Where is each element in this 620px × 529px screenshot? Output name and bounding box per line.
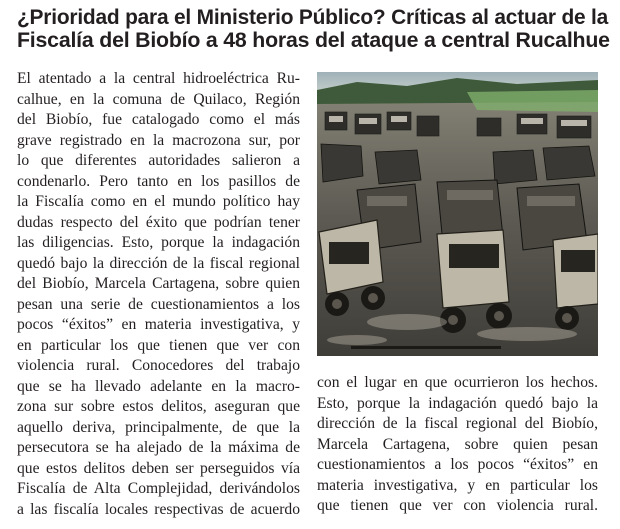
body-line: lo que diferentes autoridades salieron a xyxy=(17,152,300,169)
body-line: dudas respecto del éxito que podrían tener xyxy=(17,213,300,231)
body-line: que tienen que ver con violencia rural. xyxy=(317,497,598,514)
body-line: aquello deriva, principalmente, de que la xyxy=(17,418,300,436)
headline-line-1: ¿Prioridad para el Ministerio Público? Críticas al actuar de la xyxy=(17,6,609,29)
body-line: materia investigativa, y en particular los xyxy=(317,476,598,494)
body-line: dirección de la fiscal regional del Biobío, xyxy=(317,415,598,432)
body-line: quedó bajo la dirección de la fiscal regional xyxy=(17,254,300,272)
body-line: con el lugar en que ocurrieron los hechos. xyxy=(317,374,598,391)
body-line: en particular los que tienen que ver con xyxy=(17,336,300,354)
body-line: calhue, en la comuna de Quilaco, Región xyxy=(17,90,300,108)
headline-line-2: Fiscalía del Biobío a 48 horas del ataque a central Rucalhue xyxy=(17,28,610,52)
body-line: condenarlo. Pero tanto en los pasillos de xyxy=(17,172,300,190)
body-line: del Biobío, Marcela Cartagena, sobre quien xyxy=(17,275,300,292)
body-line: Esto, porque la indagación quedó bajo la xyxy=(317,394,598,412)
body-line: Marcela Cartagena, sobre quien pesan xyxy=(317,435,598,453)
body-line: a las fiscalía locales respectivas de acuerdo xyxy=(17,500,300,518)
body-line: que estos delitos deben ser perseguidos vía xyxy=(17,459,300,477)
body-line: que se ha llevado adelante en la macro- xyxy=(17,377,300,395)
body-line: las diligencias. Esto, porque la indagación xyxy=(17,234,300,251)
body-line: Fiscalía de Alta Complejidad, derivándolos xyxy=(17,480,300,497)
burned-trucks-photo xyxy=(317,72,598,356)
body-line: persecutora se ha alejado de la máxima de xyxy=(17,439,300,456)
body-line: grave registrado en la macrozona sur, por xyxy=(17,131,300,149)
article-headline xyxy=(17,6,613,52)
body-line: zona sur sobre estos delitos, aseguran que xyxy=(17,398,300,415)
body-line: pocos “éxitos” en materia investigativa, y xyxy=(17,316,300,333)
body-line: pesan una serie de cuestionamientos a los xyxy=(17,295,300,313)
right-column-text xyxy=(317,373,598,517)
body-line: del Biobío, fue catalogado como el más xyxy=(17,111,300,128)
body-line: cuestionamientos a los pocos “éxitos” en xyxy=(317,456,598,473)
body-line: la Fiscalía como en el mundo político hay xyxy=(17,193,300,210)
left-column-text xyxy=(17,69,300,520)
body-line: violencia rural. Conocedores del trabajo xyxy=(17,357,300,374)
body-line: El atentado a la central hidroeléctrica Ru- xyxy=(17,70,300,87)
